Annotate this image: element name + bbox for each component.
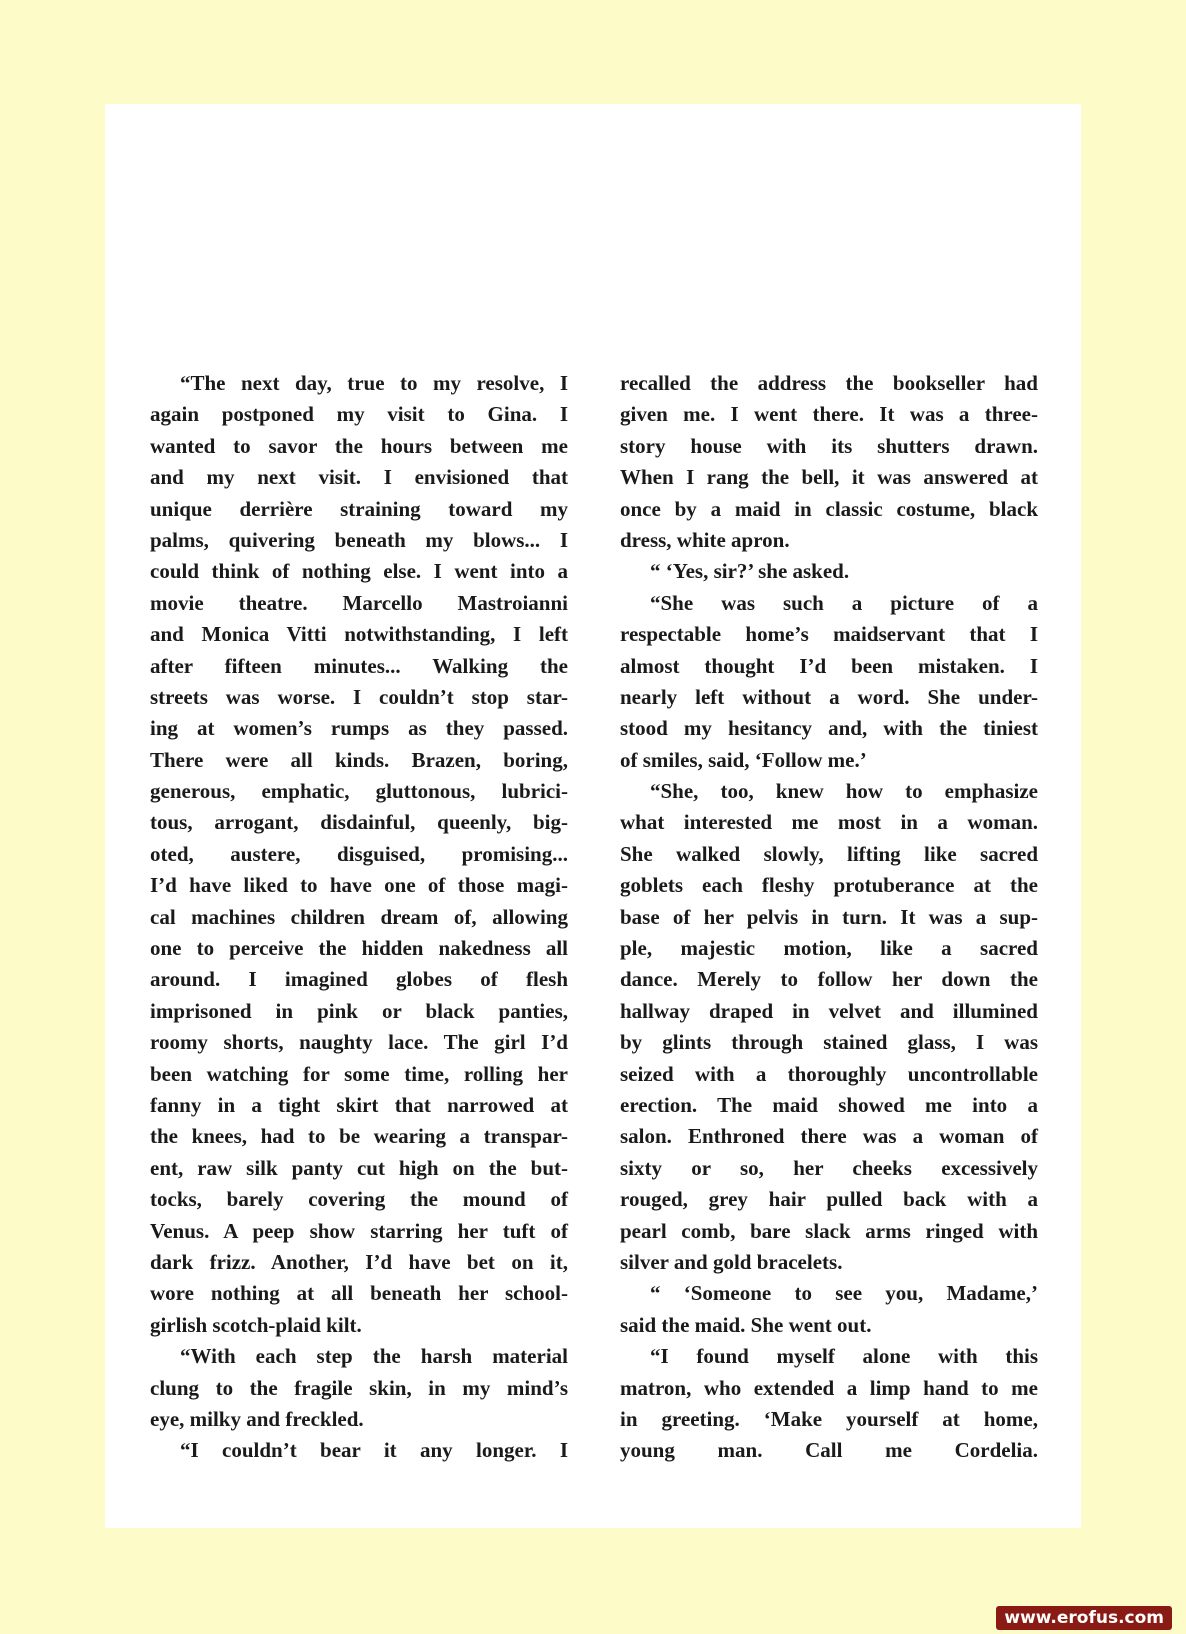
text-line: “She was such a picture of a <box>650 590 1038 615</box>
text-line: ple, majestic motion, like a sacred <box>620 936 1038 961</box>
text-line: around. I imagined globes of flesh <box>150 967 568 992</box>
text-line: palms, quivering beneath my blows... I <box>150 527 568 552</box>
text-line: imprisoned in pink or black panties, <box>150 998 568 1023</box>
text-line: base of her pelvis in turn. It was a sup- <box>620 904 1038 929</box>
text-line: and my next visit. I envisioned that <box>150 465 568 490</box>
text-line: again postponed my visit to Gina. I <box>150 402 568 427</box>
text-line: When I rang the bell, it was answered at <box>620 465 1038 490</box>
text-line: movie theatre. Marcello Mastroianni <box>150 590 568 615</box>
text-line: hallway draped in velvet and illumined <box>620 998 1038 1023</box>
text-line: in greeting. ‘Make yourself at home, <box>620 1406 1038 1431</box>
text-line: and Monica Vitti notwithstanding, I left <box>150 622 568 647</box>
text-line: one to perceive the hidden nakedness all <box>150 936 568 961</box>
text-line: streets was worse. I couldn’t stop star- <box>150 684 568 709</box>
text-line: rouged, grey hair pulled back with a <box>620 1187 1038 1212</box>
text-line: matron, who extended a limp hand to me <box>620 1375 1038 1400</box>
text-line: by glints through stained glass, I was <box>620 1030 1038 1055</box>
text-line: of smiles, said, ‘Follow me.’ <box>620 747 867 772</box>
text-line: could think of nothing else. I went into a <box>150 559 568 584</box>
text-line: ing at women’s rumps as they passed. <box>150 716 568 741</box>
right-text-column <box>620 368 1038 1467</box>
text-line: once by a maid in classic costume, black <box>620 496 1038 521</box>
text-line: what interested me most in a woman. <box>620 810 1038 835</box>
text-line: young man. Call me Cordelia. <box>620 1438 1038 1463</box>
text-line: wore nothing at all beneath her school- <box>150 1281 568 1306</box>
text-line: generous, emphatic, gluttonous, lubrici- <box>150 779 568 804</box>
text-line: roomy shorts, naughty lace. The girl I’d <box>150 1030 568 1055</box>
text-line: erection. The maid showed me into a <box>620 1092 1038 1117</box>
text-line: “The next day, true to my resolve, I <box>180 371 568 395</box>
text-line: She walked slowly, lifting like sacred <box>620 841 1038 866</box>
text-line: nearly left without a word. She under- <box>620 684 1038 709</box>
text-line: “ ‘Someone to see you, Madame,’ <box>650 1281 1038 1306</box>
text-line: dance. Merely to follow her down the <box>620 967 1038 992</box>
text-line: “ ‘Yes, sir?’ she asked. <box>650 559 850 584</box>
text-line: ent, raw silk panty cut high on the but- <box>150 1155 568 1180</box>
text-line: dress, white apron. <box>620 527 790 552</box>
text-line: “I couldn’t bear it any longer. I <box>180 1438 568 1463</box>
text-line: cal machines children dream of, allowing <box>150 904 568 929</box>
text-line: “She, too, knew how to emphasize <box>650 779 1038 804</box>
text-line: stood my hesitancy and, with the tiniest <box>620 716 1038 741</box>
text-line: tous, arrogant, disdainful, queenly, big- <box>150 810 568 835</box>
text-line: almost thought I’d been mistaken. I <box>620 653 1038 678</box>
text-line: eye, milky and freckled. <box>150 1406 364 1431</box>
text-line: clung to the fragile skin, in my mind’s <box>150 1375 568 1400</box>
book-page <box>105 104 1081 1528</box>
text-line: I’d have liked to have one of those magi- <box>150 873 568 898</box>
text-line: tocks, barely covering the mound of <box>150 1187 568 1212</box>
text-line: given me. I went there. It was a three- <box>620 402 1038 427</box>
site-watermark: www.erofus.com <box>996 1606 1172 1630</box>
text-line: silver and gold bracelets. <box>620 1249 843 1274</box>
text-line: There were all kinds. Brazen, boring, <box>150 747 568 772</box>
text-line: goblets each fleshy protuberance at the <box>620 873 1038 898</box>
text-line: pearl comb, bare slack arms ringed with <box>620 1218 1038 1243</box>
text-line: story house with its shutters drawn. <box>620 433 1038 458</box>
text-line: fanny in a tight skirt that narrowed at <box>150 1092 568 1117</box>
text-line: said the maid. She went out. <box>620 1312 872 1337</box>
text-line: recalled the address the bookseller had <box>620 371 1038 395</box>
text-line: Venus. A peep show starring her tuft of <box>150 1218 568 1243</box>
text-line: girlish scotch-plaid kilt. <box>150 1312 362 1337</box>
text-line: oted, austere, disguised, promising... <box>150 841 568 866</box>
text-line: been watching for some time, rolling her <box>150 1061 568 1086</box>
text-line: unique derrière straining toward my <box>150 496 568 521</box>
text-line: sixty or so, her cheeks excessively <box>620 1155 1038 1180</box>
text-line: after fifteen minutes... Walking the <box>150 653 568 678</box>
text-line: respectable home’s maidservant that I <box>620 622 1038 647</box>
text-line: the knees, had to be wearing a transpar- <box>150 1124 568 1149</box>
text-line: dark frizz. Another, I’d have bet on it, <box>150 1249 568 1274</box>
left-text-column <box>150 368 568 1467</box>
text-line: “I found myself alone with this <box>650 1344 1038 1369</box>
text-line: wanted to savor the hours between me <box>150 433 568 458</box>
text-line: “With each step the harsh material <box>180 1344 568 1369</box>
text-line: salon. Enthroned there was a woman of <box>620 1124 1038 1149</box>
text-line: seized with a thoroughly uncontrollable <box>620 1061 1038 1086</box>
